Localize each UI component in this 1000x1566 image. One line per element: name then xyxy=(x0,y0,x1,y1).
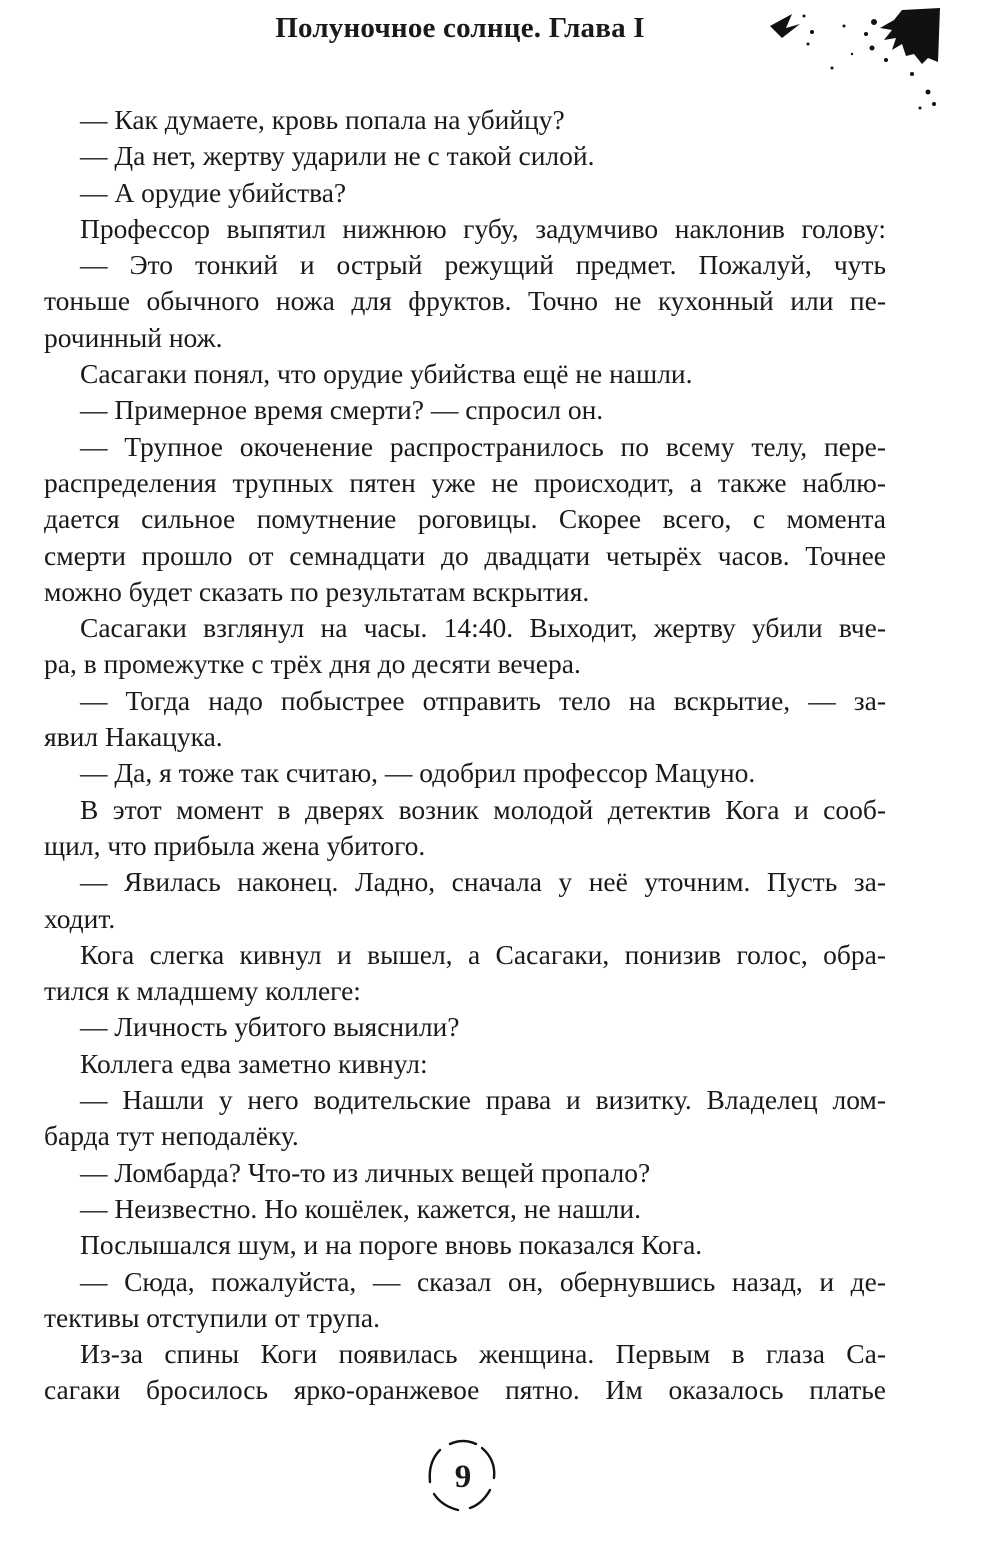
text-line: — Ломбарда? Что-то из личных вещей пропало? xyxy=(80,1156,651,1188)
running-title: Полуночное солнце. Глава I xyxy=(275,12,645,44)
text-line: — Примерное время смерти? — спросил он. xyxy=(80,394,604,426)
text-line: ходит. xyxy=(44,902,116,934)
text-line: — Сюда, пожалуйста, — сказал он, обернувшись назад, и де- xyxy=(80,1265,886,1297)
page-number-badge xyxy=(418,1432,508,1522)
text-line: — Неизвестно. Но кошёлек, кажется, не нашли. xyxy=(80,1192,641,1224)
text-line: ра, в промежутке с трёх дня до десяти вечера. xyxy=(44,648,581,680)
text-line: тоньше обычного ножа для фруктов. Точно не кухонный или пе- xyxy=(44,285,886,317)
text-line: — Да, я тоже так считаю, — одобрил профессор Мацуно. xyxy=(80,757,756,789)
text-line: Послышался шум, и на пороге вновь показался Кога. xyxy=(80,1229,703,1261)
text-line: сагаки бросилось ярко-оранжевое пятно. Им оказалось платье xyxy=(44,1374,886,1406)
text-line: — Трупное окоченение распространилось по всему телу, пере- xyxy=(80,430,886,462)
text-line: Коллега едва заметно кивнул: xyxy=(80,1047,428,1079)
text-line: дается сильное помутнение роговицы. Скорее всего, с момента xyxy=(44,503,886,535)
text-line: можно будет сказать по результатам вскрытия. xyxy=(44,575,590,607)
text-line: — Это тонкий и острый режущий предмет. Пожалуй, чуть xyxy=(80,249,886,281)
text-line: Профессор выпятил нижнюю губу, задумчиво наклонив голову: xyxy=(80,212,886,244)
text-line: — Личность убитого выяснили? xyxy=(80,1011,460,1043)
text-line: тективы отступили от трупа. xyxy=(44,1301,380,1333)
text-line: барда тут неподалёку. xyxy=(44,1120,299,1152)
text-line: явил Накацука. xyxy=(44,721,223,753)
text-line: — А орудие убийства? xyxy=(80,176,347,208)
text-line: — Нашли у него водительские права и визитку. Владелец лом- xyxy=(80,1084,886,1116)
text-line: В этот момент в дверях возник молодой детектив Кога и сооб- xyxy=(80,793,886,825)
text-line: рочинный нож. xyxy=(44,321,223,353)
text-line: — Явилась наконец. Ладно, сначала у неё уточним. Пусть за- xyxy=(80,866,886,898)
page-number: 9 xyxy=(454,1459,472,1495)
text-line: смерти прошло от семнадцати до двадцати четырёх часов. Точнее xyxy=(44,539,886,571)
text-line: щил, что прибыла жена убитого. xyxy=(44,829,426,861)
text-line: распределения трупных пятен уже не происходит, а также наблю- xyxy=(44,466,886,498)
text-line: Из-за спины Коги появилась женщина. Первым в глаза Са- xyxy=(80,1338,886,1370)
text-line: — Как думаете, кровь попала на убийцу? xyxy=(80,104,565,135)
text-line: — Да нет, жертву ударили не с такой силой. xyxy=(80,140,595,172)
text-line: Сасагаки взглянул на часы. 14:40. Выходит, жертву убили вче- xyxy=(80,612,886,644)
text-line: тился к младшему коллеге: xyxy=(44,975,361,1007)
text-line: Кога слегка кивнул и вышел, а Сасагаки, понизив голос, обра- xyxy=(80,938,886,970)
text-line: Сасагаки понял, что орудие убийства ещё не нашли. xyxy=(80,358,693,390)
body-text xyxy=(44,102,886,1409)
text-line: — Тогда надо побыстрее отправить тело на вскрытие, — за- xyxy=(80,684,886,716)
